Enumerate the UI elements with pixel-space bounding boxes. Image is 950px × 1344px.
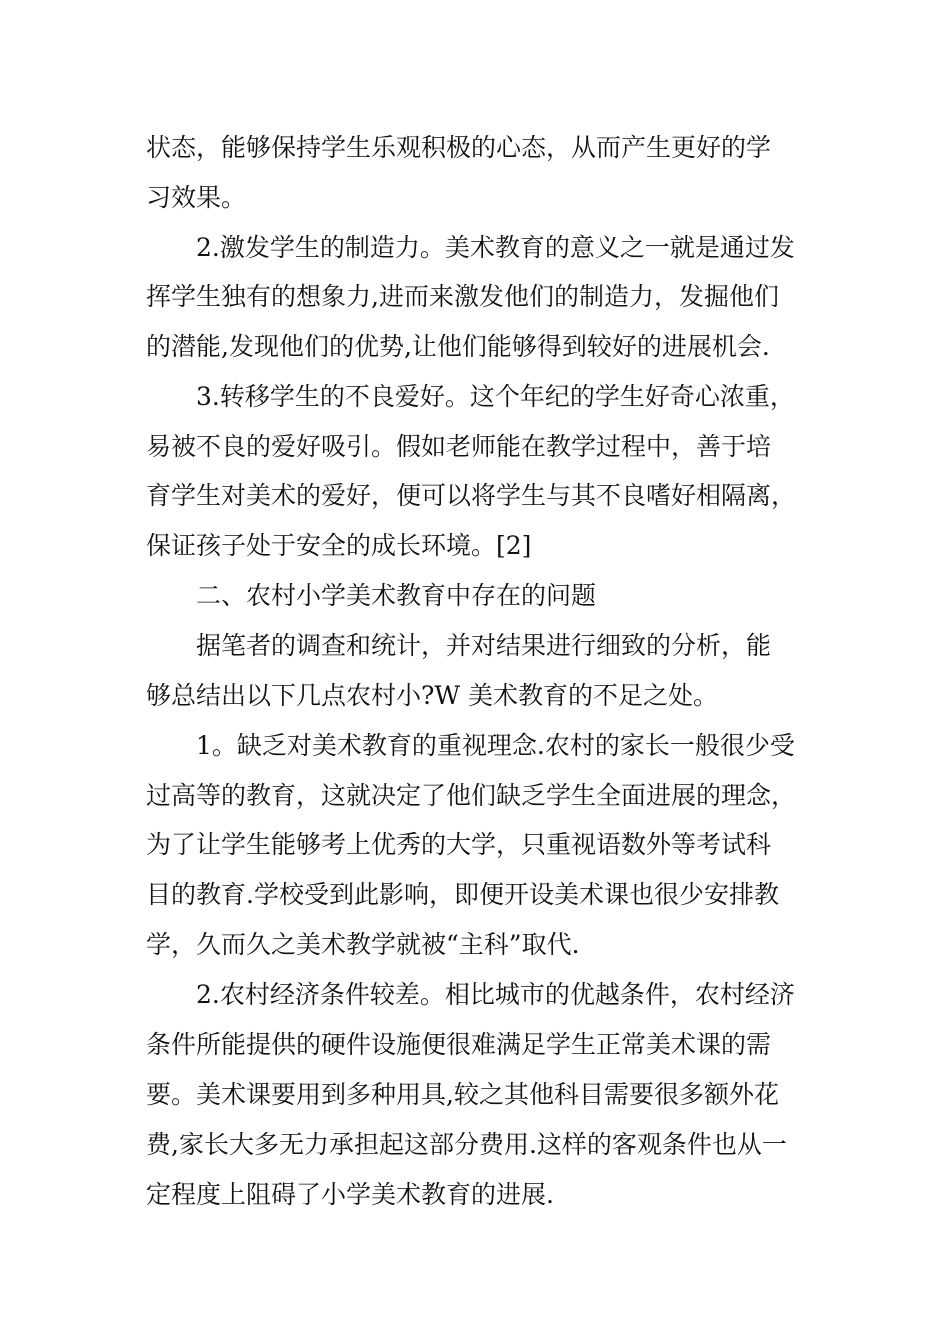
text-line: 定程度上阻碍了小学美术教育的进展. <box>146 1180 554 1209</box>
text-line: 为了让学生能够考上优秀的大学，只重视语数外等考试科 <box>146 830 772 859</box>
text-line: 学，久而久之美术教学就被“主科”取代. <box>146 930 580 959</box>
paragraph-start-line: 2.激发学生的制造力。美术教育的意义之一就是通过发 <box>196 233 795 262</box>
text-line: 过高等的教育，这就决定了他们缺乏学生全面进展的理念， <box>146 781 797 810</box>
paragraph-start-line: 1。缺乏对美术教育的重视理念.农村的家长一般很少受 <box>196 731 795 760</box>
text-line: 目的教育.学校受到此影响，即便开设美术课也很少安排教 <box>146 880 779 909</box>
text-line: 状态，能够保持学生乐观积极的心态，从而产生更好的学 <box>146 133 772 162</box>
paragraph-start-line: 据笔者的调查和统计，并对结果进行细致的分析，能 <box>196 631 772 660</box>
text-line: 挥学生独有的想象力,进而来激发他们的制造力，发掘他们 <box>146 282 779 311</box>
paragraph-start-line: 2.农村经济条件较差。相比城市的优越条件，农村经济 <box>196 980 795 1009</box>
text-line: 的潜能,发现他们的优势,让他们能够得到较好的进展机会. <box>146 332 770 361</box>
text-line: 育学生对美术的爱好，便可以将学生与其不良嗜好相隔离， <box>146 481 797 510</box>
section-heading: 二、农村小学美术教育中存在的问题 <box>196 581 597 610</box>
paragraph-start-line: 3.转移学生的不良爱好。这个年纪的学生好奇心浓重， <box>196 382 795 411</box>
text-line: 习效果。 <box>146 183 247 212</box>
text-line: 易被不良的爱好吸引。假如老师能在教学过程中，善于培 <box>146 432 772 461</box>
text-line: 够总结出以下几点农村小?W 美术教育的不足之处。 <box>146 681 719 710</box>
text-line: 费,家长大多无力承担起这部分费用.这样的客观条件也从一 <box>146 1130 787 1159</box>
text-line: 保证孩子处于安全的成长环境。[2] <box>146 531 532 560</box>
text-line: 条件所能提供的硬件设施便很难满足学生正常美术课的需 <box>146 1030 772 1059</box>
text-line: 要。美术课要用到多种用具,较之其他科目需要很多额外花 <box>146 1080 779 1109</box>
